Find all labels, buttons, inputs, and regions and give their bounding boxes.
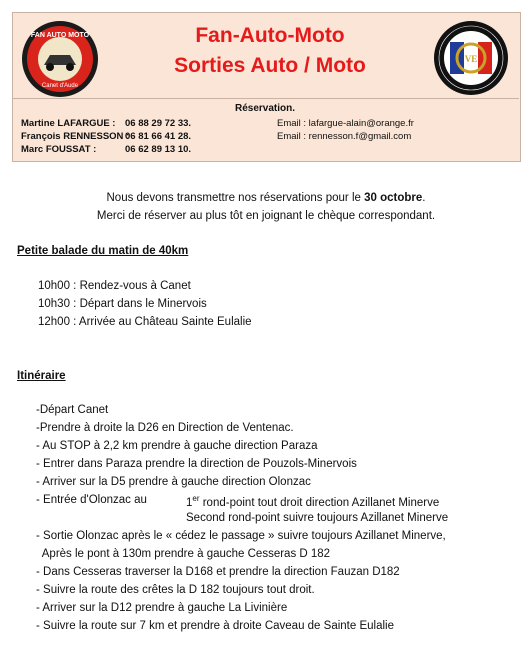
olonzac-second-roundabout: Second rond-point suivre toujours Azillanet Minerve xyxy=(186,512,449,524)
email-link[interactable]: Email : lafargue-alain@orange.fr xyxy=(277,118,414,129)
itineraire-title: Itinéraire xyxy=(17,370,66,382)
schedule-item: 12h00 : Arrivée au Château Sainte Eulalie xyxy=(38,316,252,328)
fan-auto-moto-logo xyxy=(20,19,100,99)
page-title: Fan-Auto-Moto xyxy=(195,24,345,47)
page-subtitle: Sorties Auto / Moto xyxy=(174,54,366,77)
reservation-label: Réservation. xyxy=(235,103,296,114)
route-step: - Dans Cesseras traverser la D168 et prendre la direction Fauzan D182 xyxy=(36,566,400,578)
route-step: - Suivre la route des crêtes la D 182 toujours tout droit. xyxy=(36,584,315,596)
roundabout-direction: rond-point tout droit direction Azillanet Minerve xyxy=(199,496,440,509)
schedule-item: 10h30 : Départ dans le Minervois xyxy=(38,298,207,310)
route-step: -Prendre à droite la D26 en Direction de Ventenac. xyxy=(36,422,294,434)
ordinal-suffix: er xyxy=(192,494,200,503)
email-link[interactable]: Email : rennesson.f@gmail.com xyxy=(277,131,412,142)
contact-phone: 06 81 66 41 28. xyxy=(125,131,192,142)
deadline-text: Nous devons transmettre nos réservations pour le xyxy=(106,192,365,204)
contact-name: Martine LAFARGUE : xyxy=(21,118,116,129)
ffve-logo xyxy=(433,20,509,96)
balade-title: Petite balade du matin de 40km xyxy=(17,245,189,257)
deadline-end: . xyxy=(422,192,426,204)
route-step: - Entrée d'Olonzac au xyxy=(36,494,147,506)
route-step: - Sortie Olonzac après le « cédez le passage » suivre toujours Azillanet Minerve, xyxy=(36,530,446,542)
svg-text:VE: VE xyxy=(464,54,478,64)
payment-note: Merci de réserver au plus tôt en joignant le chèque correspondant. xyxy=(96,210,436,222)
route-step: -Départ Canet xyxy=(36,404,109,416)
ordinal-number: 1 xyxy=(186,496,193,509)
contact-name: François RENNESSON : xyxy=(21,131,130,142)
deadline-line xyxy=(0,192,532,204)
route-step: - Suivre la route sur 7 km et prendre à droite Caveau de Sainte Eulalie xyxy=(36,620,394,632)
route-step: Après le pont à 130m prendre à gauche Cesseras D 182 xyxy=(36,548,331,560)
schedule-item: 10h00 : Rendez-vous à Canet xyxy=(38,280,191,292)
route-step: - Au STOP à 2,2 km prendre à gauche direction Paraza xyxy=(36,440,318,452)
deadline-date: 30 octobre xyxy=(364,192,423,204)
route-step: - Arriver sur la D5 prendre à gauche direction Olonzac xyxy=(36,476,311,488)
header-divider xyxy=(12,98,519,99)
contact-phone: 06 62 89 13 10. xyxy=(125,144,192,155)
route-step: - Entrer dans Paraza prendre la direction de Pouzols-Minervois xyxy=(36,458,357,470)
svg-text:FAN AUTO MOTO: FAN AUTO MOTO xyxy=(30,32,90,39)
svg-text:Canet d'Aude: Canet d'Aude xyxy=(41,83,79,89)
contact-phone: 06 88 29 72 33. xyxy=(125,118,192,129)
route-step: - Arriver sur la D12 prendre à gauche La Livinière xyxy=(36,602,288,614)
olonzac-first-roundabout xyxy=(186,494,439,509)
contact-name: Marc FOUSSAT : xyxy=(21,144,97,155)
